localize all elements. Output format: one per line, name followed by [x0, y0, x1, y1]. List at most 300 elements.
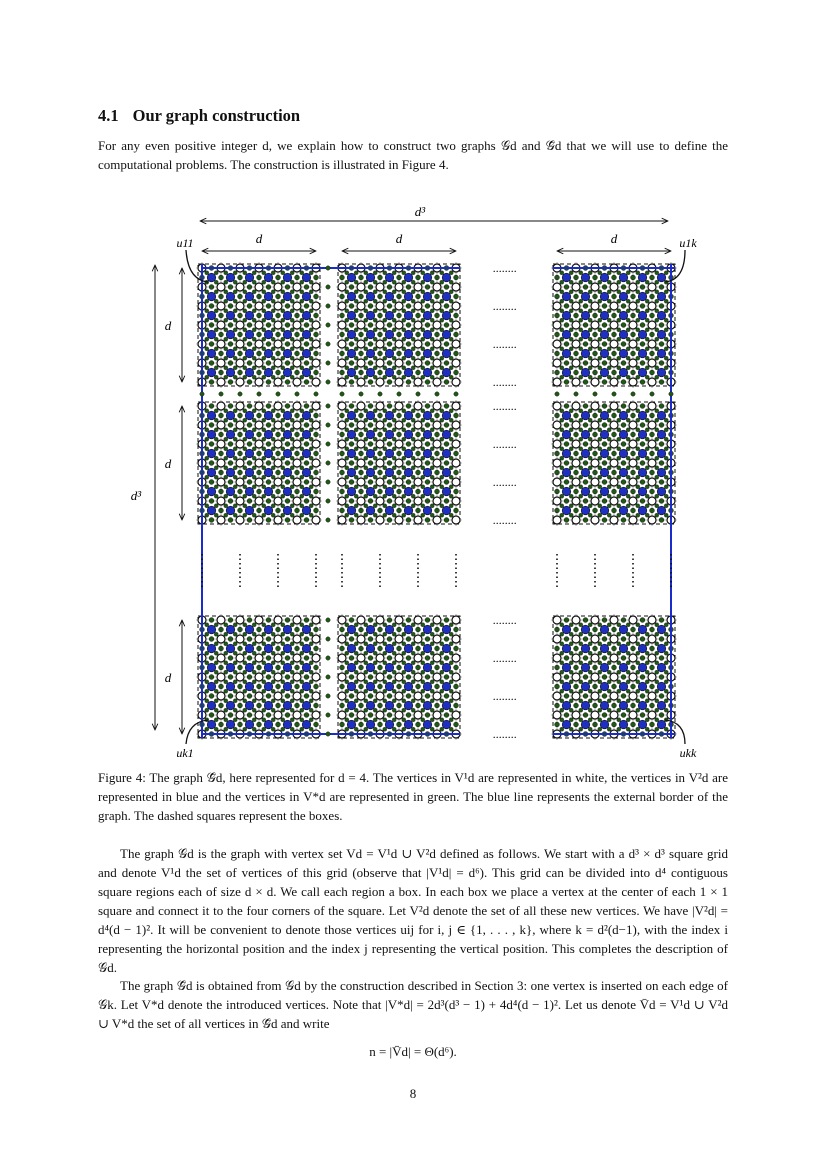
- vertex-v1: [217, 478, 225, 486]
- vertex-vstar: [373, 718, 377, 722]
- vertex-vstar: [214, 456, 218, 460]
- vertex-vstar: [598, 475, 602, 479]
- vertex-vstar: [411, 318, 415, 322]
- vertex-vstar: [411, 670, 415, 674]
- vertex-v1: [591, 692, 599, 700]
- vertex-vstar: [454, 392, 458, 396]
- vertex-vstar: [243, 689, 247, 693]
- vertex-vstar: [364, 366, 368, 370]
- vertex-v1: [338, 478, 346, 486]
- vertex-vstar: [354, 299, 358, 303]
- vertex-vstar: [228, 342, 233, 347]
- vertex-vstar: [444, 480, 449, 485]
- vertex-vstar: [602, 285, 607, 290]
- vertex-v2: [600, 468, 609, 477]
- vertex-vstar: [300, 280, 304, 284]
- vertex-v2: [264, 625, 273, 634]
- vertex-vstar: [588, 708, 592, 712]
- vertex-vstar: [368, 404, 373, 409]
- vertex-vstar: [588, 689, 592, 693]
- vertex-vstar: [574, 684, 579, 689]
- vertex-vstar: [588, 280, 592, 284]
- vertex-v1: [255, 459, 263, 467]
- vertex-vstar: [579, 485, 583, 489]
- vertex-vstar: [421, 437, 425, 441]
- vertex-vstar: [290, 318, 294, 322]
- vertex-vstar: [621, 694, 626, 699]
- vertex-vstar: [645, 513, 649, 517]
- vertex-vstar: [340, 294, 345, 299]
- vertex-v2: [366, 411, 375, 420]
- vertex-vstar: [266, 423, 271, 428]
- vertex-vstar: [564, 499, 569, 504]
- vertex-vstar: [664, 347, 668, 351]
- vertex-vstar: [449, 337, 453, 341]
- vertex-v2: [442, 349, 451, 358]
- vertex-vstar: [247, 342, 252, 347]
- vertex-v2: [619, 449, 628, 458]
- vertex-v1: [274, 402, 282, 410]
- vertex-vstar: [214, 366, 218, 370]
- vertex-vstar: [304, 380, 309, 385]
- vertex-vstar: [664, 661, 668, 665]
- vertex-vstar: [392, 347, 396, 351]
- vertex-vstar: [276, 413, 281, 418]
- vertex-vstar: [449, 290, 453, 294]
- vertex-vstar: [560, 309, 564, 313]
- vertex-v1: [414, 654, 422, 662]
- vertex-vstar: [354, 670, 358, 674]
- vertex-vstar: [560, 651, 564, 655]
- vertex-v1: [553, 635, 561, 643]
- vertex-vstar: [598, 699, 602, 703]
- vertex-v2: [245, 449, 254, 458]
- vertex-vstar: [257, 451, 262, 456]
- vertex-v1: [629, 478, 637, 486]
- vertex-v1: [293, 340, 301, 348]
- vertex-v1: [395, 516, 403, 524]
- vertex-vstar: [564, 442, 569, 447]
- vertex-vstar: [425, 361, 430, 366]
- corner-label-ukk: ukk: [679, 746, 697, 760]
- vertex-vstar: [449, 328, 453, 332]
- vertex-v1: [255, 321, 263, 329]
- vertex-vstar: [281, 280, 285, 284]
- vertex-vstar: [636, 651, 640, 655]
- vertex-vstar: [383, 280, 387, 284]
- vertex-vstar: [645, 727, 649, 731]
- vertex-vstar: [555, 684, 560, 689]
- vertex-vstar: [650, 703, 655, 708]
- vertex-v1: [572, 616, 580, 624]
- vertex-v2: [619, 411, 628, 420]
- vertex-v1: [591, 402, 599, 410]
- vertex-vstar: [406, 675, 411, 680]
- vertex-vstar: [444, 713, 449, 718]
- vertex-v2: [385, 682, 394, 691]
- vertex-vstar: [349, 656, 354, 661]
- vertex-vstar: [359, 684, 364, 689]
- vertex-vstar: [243, 447, 247, 451]
- vertex-vstar: [640, 499, 645, 504]
- vertex-vstar: [583, 380, 588, 385]
- vertex-vstar: [598, 428, 602, 432]
- vertex-vstar: [326, 518, 330, 522]
- vertex-vstar: [281, 727, 285, 731]
- vertex-vstar: [276, 665, 281, 670]
- vertex-vstar: [602, 442, 607, 447]
- vertex-v1: [236, 673, 244, 681]
- vertex-vstar: [243, 437, 247, 441]
- vertex-vstar: [411, 466, 415, 470]
- vertex-v1: [255, 616, 263, 624]
- vertex-v2: [562, 273, 571, 282]
- vertex-v1: [293, 321, 301, 329]
- vertex-v2: [226, 468, 235, 477]
- vertex-vstar: [243, 670, 247, 674]
- vertex-vstar: [588, 718, 592, 722]
- vertex-vstar: [621, 304, 626, 309]
- vertex-vstar: [300, 632, 304, 636]
- vertex-vstar: [349, 342, 354, 347]
- vertex-vstar: [444, 499, 449, 504]
- vertex-vstar: [314, 392, 318, 396]
- figure-4: [0, 195, 826, 765]
- vertex-vstar: [602, 423, 607, 428]
- vertex-v1: [629, 378, 637, 386]
- vertex-vstar: [233, 409, 237, 413]
- vertex-vstar: [349, 694, 354, 699]
- vertex-vstar: [392, 447, 396, 451]
- vertex-vstar: [214, 513, 218, 517]
- vertex-v1: [293, 673, 301, 681]
- vertex-vstar: [349, 637, 354, 642]
- vertex-vstar: [257, 370, 262, 375]
- vertex-vstar: [454, 489, 459, 494]
- vertex-vstar: [598, 513, 602, 517]
- vertex-vstar: [645, 271, 649, 275]
- vertex-vstar: [295, 275, 300, 280]
- vertex-vstar: [650, 684, 655, 689]
- vertex-v1: [591, 421, 599, 429]
- vertex-vstar: [281, 651, 285, 655]
- vertex-vstar: [444, 423, 449, 428]
- vertex-vstar: [636, 708, 640, 712]
- vertex-vstar: [411, 504, 415, 508]
- vertex-vstar: [626, 680, 630, 684]
- vertex-vstar: [290, 727, 294, 731]
- vertex-v1: [376, 440, 384, 448]
- vertex-vstar: [238, 313, 243, 318]
- vertex-v1: [591, 378, 599, 386]
- vertex-vstar: [205, 623, 209, 627]
- vertex-vstar: [262, 651, 266, 655]
- vertex-vstar: [219, 413, 224, 418]
- vertex-vstar: [593, 351, 598, 356]
- vertex-vstar: [383, 504, 387, 508]
- vertex-v1: [553, 616, 561, 624]
- vertex-vstar: [281, 309, 285, 313]
- vertex-v1: [591, 673, 599, 681]
- vertex-vstar: [359, 370, 364, 375]
- vertex-vstar: [430, 661, 434, 665]
- vertex-vstar: [397, 432, 402, 437]
- vertex-v1: [293, 459, 301, 467]
- vertex-vstar: [588, 494, 592, 498]
- vertex-v2: [619, 720, 628, 729]
- vertex-v2: [302, 411, 311, 420]
- vertex-vstar: [640, 404, 645, 409]
- vertex-v2: [562, 311, 571, 320]
- vertex-vstar: [224, 337, 228, 341]
- vertex-vstar: [406, 518, 411, 523]
- vertex-vstar: [621, 637, 626, 642]
- vertex-vstar: [266, 618, 271, 623]
- vertex-v2: [302, 330, 311, 339]
- vertex-vstar: [354, 328, 358, 332]
- vertex-vstar: [285, 518, 290, 523]
- vertex-v2: [423, 330, 432, 339]
- vertex-v1: [217, 516, 225, 524]
- vertex-v1: [610, 378, 618, 386]
- vertex-v1: [591, 302, 599, 310]
- vertex-vstar: [295, 332, 300, 337]
- vertex-vstar: [588, 309, 592, 313]
- vertex-vstar: [416, 508, 421, 513]
- vertex-vstar: [345, 437, 349, 441]
- vertex-vstar: [664, 418, 668, 422]
- vertex-v2: [245, 625, 254, 634]
- vertex-vstar: [640, 461, 645, 466]
- vertex-vstar: [449, 680, 453, 684]
- vertex-vstar: [411, 456, 415, 460]
- vertex-vstar: [345, 661, 349, 665]
- vertex-vstar: [247, 361, 252, 366]
- vertex-vstar: [430, 428, 434, 432]
- vertex-vstar: [247, 285, 252, 290]
- vertex-vstar: [631, 684, 636, 689]
- vertex-vstar: [593, 646, 598, 651]
- vertex-vstar: [309, 299, 313, 303]
- vertex-vstar: [300, 727, 304, 731]
- vertex-vstar: [626, 356, 630, 360]
- vertex-vstar: [262, 513, 266, 517]
- vertex-vstar: [233, 447, 237, 451]
- vertex-vstar: [392, 271, 396, 275]
- vertex-vstar: [655, 318, 659, 322]
- vertex-vstar: [598, 318, 602, 322]
- vertex-v2: [226, 644, 235, 653]
- vertex-v1: [376, 635, 384, 643]
- vertex-vstar: [430, 366, 434, 370]
- vertex-vstar: [406, 380, 411, 385]
- vertex-vstar: [304, 499, 309, 504]
- vertex-v2: [283, 311, 292, 320]
- vertex-vstar: [214, 418, 218, 422]
- vertex-v2: [302, 311, 311, 320]
- vertex-vstar: [205, 409, 209, 413]
- vertex-vstar: [659, 713, 664, 718]
- vertex-v1: [452, 635, 460, 643]
- vertex-v1: [648, 402, 656, 410]
- vertex-vstar: [345, 670, 349, 674]
- vertex-vstar: [364, 466, 368, 470]
- vertex-v1: [357, 673, 365, 681]
- vertex-vstar: [364, 670, 368, 674]
- vertex-vstar: [340, 646, 345, 651]
- vertex-vstar: [636, 447, 640, 451]
- vertex-vstar: [345, 418, 349, 422]
- vertex-vstar: [290, 623, 294, 627]
- vertex-v2: [302, 349, 311, 358]
- vertex-vstar: [598, 337, 602, 341]
- vertex-vstar: [659, 637, 664, 642]
- vertex-vstar: [560, 485, 564, 489]
- vertex-vstar: [449, 718, 453, 722]
- vertex-v1: [572, 340, 580, 348]
- vertex-vstar: [579, 280, 583, 284]
- vertex-vstar: [454, 665, 459, 670]
- vertex-vstar: [636, 375, 640, 379]
- vertex-v2: [302, 644, 311, 653]
- vertex-vstar: [214, 337, 218, 341]
- vertex-vstar: [607, 466, 611, 470]
- vertex-vstar: [252, 699, 256, 703]
- vertex-vstar: [640, 323, 645, 328]
- vertex-vstar: [406, 637, 411, 642]
- vertex-vstar: [664, 437, 668, 441]
- vertex-v1: [217, 421, 225, 429]
- vertex-v1: [357, 421, 365, 429]
- vertex-vstar: [309, 513, 313, 517]
- vertex-vstar: [290, 309, 294, 313]
- vertex-v2: [366, 330, 375, 339]
- vertex-vstar: [607, 428, 611, 432]
- vertex-v1: [610, 654, 618, 662]
- vertex-vstar: [314, 703, 319, 708]
- vertex-vstar: [364, 328, 368, 332]
- vertex-v1: [414, 635, 422, 643]
- vertex-vstar: [440, 504, 444, 508]
- vertex-vstar: [583, 461, 588, 466]
- vertex-vstar: [364, 428, 368, 432]
- vertex-vstar: [574, 489, 579, 494]
- vertex-vstar: [373, 299, 377, 303]
- vertex-v1: [236, 302, 244, 310]
- vertex-v1: [452, 302, 460, 310]
- vertex-vstar: [290, 271, 294, 275]
- vertex-vstar: [449, 708, 453, 712]
- vertex-vstar: [243, 642, 247, 646]
- vertex-vstar: [645, 280, 649, 284]
- vertex-vstar: [421, 651, 425, 655]
- top-d3-label: d³: [414, 204, 426, 219]
- vertex-vstar: [626, 428, 630, 432]
- vertex-vstar: [326, 461, 330, 465]
- vertex-vstar: [364, 318, 368, 322]
- vertex-v2: [600, 701, 609, 710]
- vertex-v1: [629, 302, 637, 310]
- vertex-v2: [600, 330, 609, 339]
- vertex-vstar: [636, 689, 640, 693]
- vertex-vstar: [449, 356, 453, 360]
- vertex-vstar: [664, 670, 668, 674]
- vertex-vstar: [602, 404, 607, 409]
- vertex-v2: [226, 449, 235, 458]
- vertex-v2: [442, 292, 451, 301]
- vertex-vstar: [569, 485, 573, 489]
- vertex-vstar: [378, 684, 383, 689]
- vertex-vstar: [383, 632, 387, 636]
- vertex-v1: [433, 635, 441, 643]
- ellipsis-horizontal: ........: [493, 689, 517, 703]
- vertex-vstar: [555, 275, 560, 280]
- vertex-vstar: [583, 442, 588, 447]
- vertex-vstar: [664, 494, 668, 498]
- vertex-v1: [395, 340, 403, 348]
- vertex-v2: [207, 273, 216, 282]
- vertex-vstar: [300, 661, 304, 665]
- vertex-vstar: [309, 409, 313, 413]
- vertex-vstar: [233, 309, 237, 313]
- vertex-vstar: [588, 680, 592, 684]
- vertex-v2: [619, 368, 628, 377]
- vertex-vstar: [309, 280, 313, 284]
- vertex-vstar: [224, 447, 228, 451]
- display-equation: n = |V̄d| = Θ(d⁶).: [369, 1044, 457, 1059]
- vertex-vstar: [617, 437, 621, 441]
- vertex-vstar: [659, 361, 664, 366]
- vertex-vstar: [271, 309, 275, 313]
- vertex-vstar: [583, 694, 588, 699]
- vertex-v1: [217, 459, 225, 467]
- vertex-vstar: [598, 271, 602, 275]
- vertex-vstar: [402, 651, 406, 655]
- vertex-vstar: [309, 680, 313, 684]
- vertex-vstar: [602, 618, 607, 623]
- vertex-v2: [283, 468, 292, 477]
- vertex-vstar: [383, 456, 387, 460]
- vertex-v2: [207, 644, 216, 653]
- vertex-v2: [245, 411, 254, 420]
- vertex-v1: [395, 378, 403, 386]
- vertex-vstar: [645, 632, 649, 636]
- vertex-vstar: [354, 318, 358, 322]
- vertex-vstar: [564, 342, 569, 347]
- vertex-v2: [347, 506, 356, 515]
- vertex-vstar: [392, 632, 396, 636]
- vertex-vstar: [228, 461, 233, 466]
- vertex-vstar: [430, 513, 434, 517]
- vertex-v2: [423, 349, 432, 358]
- vertex-vstar: [252, 409, 256, 413]
- vertex-vstar: [276, 313, 281, 318]
- vertex-vstar: [290, 708, 294, 712]
- vertex-vstar: [285, 285, 290, 290]
- vertex-vstar: [560, 699, 564, 703]
- vertex-vstar: [617, 447, 621, 451]
- vertex-v2: [207, 349, 216, 358]
- section-number: 4.1: [98, 106, 119, 125]
- vertex-vstar: [397, 722, 402, 727]
- vertex-vstar: [579, 309, 583, 313]
- vertex-vstar: [397, 351, 402, 356]
- vertex-vstar: [262, 409, 266, 413]
- vertex-vstar: [383, 375, 387, 379]
- vertex-vstar: [430, 651, 434, 655]
- vertex-vstar: [281, 680, 285, 684]
- vertex-vstar: [454, 313, 459, 318]
